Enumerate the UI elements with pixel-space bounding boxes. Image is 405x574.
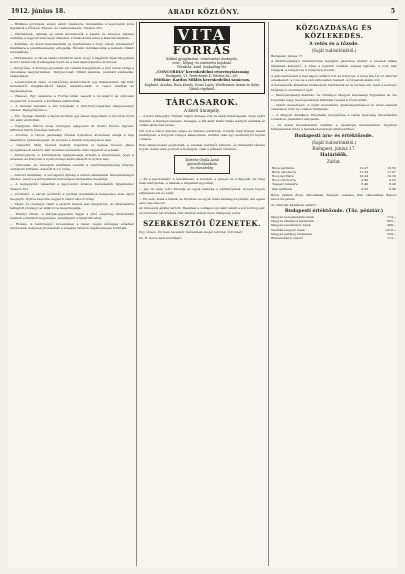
stock-name: Magyar kereskedelmi bank bbox=[271, 214, 314, 219]
news-paragraph: — A katonai zenekar a hét folyamán a Széchenyi-ligetben hangversenyt rendez. Belépődíj nincs. bbox=[10, 103, 134, 113]
newspaper-page bbox=[8, 6, 398, 568]
economy-paragraph: — Az aradi kereskedelmi testület a vasárnapi munkaszünet ügyében felterjesztést intéz a kereskedelemügyi miniszterhez. bbox=[271, 122, 397, 132]
news-paragraph: — Brillikus görények, arany, ezüst óraláncok, mindenféle a legolcsóbb áron kaphatók a főtéren. Ékszer- és órakereskedés. Telefon 331. bbox=[10, 22, 134, 31]
news-paragraph: — Letartóztatott csaló. A rendőrség letartóztatott egy fiatalembert, aki több kereskedőt megkárosított hamis utalványokkal. A csalót átadták az ügyészségnek. bbox=[10, 79, 134, 93]
ad-line: Főraktár: Arad, Szabadság-tér. bbox=[177, 65, 227, 70]
feuilleton-paragraph: — És a pavilonban? A muzsikaszó, a nevetés, a pezsgő és a fagylalt. Az öreg urak kártyáztak, a mamák a lányaikat figyelték. bbox=[139, 176, 265, 186]
stock-value: 488.— bbox=[387, 223, 397, 228]
price-cell: 11.67 bbox=[387, 169, 396, 174]
editorial-message: Sz. B. Verse nem közölhető. bbox=[139, 235, 183, 240]
stock-name: Osztrák-magyar bank bbox=[271, 227, 305, 232]
news-paragraph: — Útlevelek. Az útlevelek kiállítása ezentúl a rendőrkapitányság útlevél-osztályán történik, délelőtt 9–12 óráig. bbox=[10, 162, 134, 172]
column-divider bbox=[268, 22, 269, 566]
column-left bbox=[10, 22, 134, 566]
news-paragraph: — Szüreti mulatság. A borosjenői ifjúság a szüret alkalmával táncmulatságot rendez, melyre a környékbeli közönséget tisztelettel meghívja. bbox=[10, 172, 134, 181]
column-right bbox=[271, 22, 397, 566]
stock-value: 713.— bbox=[387, 235, 397, 240]
stock-name: Magyar leszámítoló bank bbox=[271, 223, 311, 228]
box-line: gyümölcsfaiskola bbox=[187, 162, 217, 167]
price-cell: 12.55 bbox=[387, 165, 396, 170]
ad-brand-top: VITA bbox=[174, 26, 231, 44]
news-paragraph: — Kultúrpalota. A kultúrpalota igazgatósága értesíti a közönséget, hogy a múzeum és könyvtár a nyári hónapokban délelőtt is nyitva lesz. bbox=[10, 152, 134, 162]
stock-value: 774.— bbox=[387, 214, 397, 219]
newspaper-title: ARADI KÖZLÖNY. bbox=[168, 8, 240, 16]
price-cell: 10.30 bbox=[387, 173, 396, 178]
price-cell: Tengeri májusra bbox=[272, 182, 298, 187]
price-row bbox=[271, 187, 397, 191]
price-cell: Rozs októberre bbox=[272, 178, 296, 183]
feuilleton-subtitle: A kerti ünnepély. bbox=[184, 108, 220, 114]
stocks-heading: Budapesti értéktőzsde. (Tőz. pénztár.) bbox=[284, 208, 384, 214]
economy-subtitle: A vetés és a tőzsde. bbox=[309, 42, 359, 47]
price-cell: 9.46 bbox=[361, 178, 369, 183]
price-cell: 12.47 bbox=[359, 165, 369, 170]
news-paragraph: — Baleset. Egy szekeres a Forray-utcán leesett a kocsijáról és súlyosan megsérült. A mentők a kórházba szállították. bbox=[10, 94, 134, 103]
vita-forras-advertisement bbox=[139, 22, 265, 94]
price-cell: 8.90 bbox=[361, 186, 369, 191]
market-summary: Búza: szilárd, Rozs: változatlan, Tengeri: csendes, Zab: változatlan, Repce: nincs forgalom. bbox=[271, 192, 397, 202]
market-summary: Az irányzat általában szilárd. bbox=[271, 202, 317, 207]
market-date: Budapest, június 17. bbox=[312, 145, 356, 151]
news-paragraph: — Eljegyzés. Bérczi Ilona urhölgyet eljegyezte dr. Szabó Ferenc ügyvéd. (Minden külön értesítés helyett.) bbox=[10, 123, 134, 132]
ad-line: vese-, hólyag- és emésztési bajoknál. bbox=[172, 61, 232, 66]
ad-line: Kitűnő gyógyhatású, természetes ásványvíz, bbox=[166, 57, 238, 61]
economy-paragraph: Budapest, június 17. bbox=[271, 54, 304, 58]
stock-value: 1910.— bbox=[385, 227, 397, 232]
boxed-advertisement bbox=[174, 155, 230, 174]
price-cell: 8.46 bbox=[389, 182, 396, 187]
price-cell: 10.24 bbox=[359, 173, 369, 178]
column-divider bbox=[136, 22, 137, 566]
column-middle bbox=[139, 22, 265, 566]
page-number: 5 bbox=[390, 8, 395, 15]
economy-paragraph: A földmívelésügyi minisztérium legújabb jelentése szerint a vetések állása általában kielégítő. A búza a legtöbb vidéken szépen fejlődik, a rozs már virágzik, a tengeri és a burgonya jól kelt. bbox=[271, 59, 397, 73]
news-paragraph: — A legnagyobb választék a legolcsóbb árakon. Kereskedők figyelmébe! Telefon 331. bbox=[10, 182, 134, 191]
economy-paragraph: — Vasúti menetrend. A nyári menetrend életbeléptetésével az Arad–csanádi vasutakon több új vonatot indítanak. bbox=[271, 103, 397, 112]
news-paragraph: — Gőzfürdő. A városi gőzfürdő a javítási munkálatok befejezése után újból megnyílt. Nyitva naponta reggel 6 órától este 8 óráig. bbox=[10, 192, 134, 201]
stock-row bbox=[271, 236, 397, 240]
news-paragraph: — Vásár. Az országos vásár a szokott helyen lesz megtartva. Az állatvásárra felhajtott jószágot az állatorvos megvizsgálja. bbox=[10, 202, 134, 211]
stock-value: 822.— bbox=[387, 219, 397, 224]
news-paragraph: — Gyászhír. Mély részvét mellett temették el tegnap Kovács János nyugalmazott tanítót, akit hosszas szenvedés után ragadott el a halál. bbox=[10, 143, 134, 152]
feuilleton-heading: TÁRCASAROK. bbox=[165, 97, 239, 108]
news-paragraph: — Élőkép. A tanítóképző növendékei a tanév végén élőképes előadást rendeznek, melynek jövedelmét a szegény tanulók segélyezésére fordítják. bbox=[10, 221, 134, 231]
page-header bbox=[8, 6, 398, 20]
news-paragraph: — Erdélyi útban. A Kárpát-egyesület tagjai a jövő vasárnap kirándulást tesznek a Zarándi hegységbe. Jelentkezni a titkárnál lehet. bbox=[10, 211, 134, 221]
price-cell: 8.40 bbox=[361, 182, 369, 187]
stock-name: Magyar általános hitelbank bbox=[271, 219, 314, 224]
news-paragraph: — Tűz. Tegnap délután a Vasút-utcában egy fészer kigyulladt. A tűzoltók rövid idő alatt eloltották. bbox=[10, 113, 134, 123]
news-paragraph: — Kiállítás. Az Aradi Kereskedelmi és Iparkamara a folyó évben rendezendő kiállításra a jelentkezéseket elfogadja. Bővebb felvilágosítás a kamara titkári hivatalában. bbox=[10, 41, 134, 55]
ad-line: „CONCORDIA” kereskedelmi részvénytársaság bbox=[155, 69, 249, 74]
issue-date: 1912. június 18. bbox=[11, 8, 66, 15]
price-cell: 8.98 bbox=[389, 186, 396, 191]
news-paragraph: — Árverés. A városi gazdasági hivatal nyilvános árverésen eladja a régi kaszárnya épületanyagát. Az árverés a hivatal helyiségében lesz. bbox=[10, 133, 134, 142]
economy-paragraph: A kereskedők általában bizakodóan tekintenek az új termés elé, mert a kedvező időjárás jó eredményt ígér. bbox=[271, 83, 397, 92]
feuilleton-paragraph: — Jaj, de szép volt! Mondja az egyik leányka a barátnőjének. Sosem fogom elfelejteni ezt az estét. bbox=[139, 186, 265, 196]
news-paragraph: — Közgyűlés. A Kölcsey-egyesület évi rendes közgyűlését a jövő héten tartja a városháza nagytermében. Tárgysorozat: titkári jelentés, pénztári számadás, választások. bbox=[10, 65, 134, 79]
price-cell: 9.52 bbox=[389, 178, 396, 183]
stock-name: Rimamurányi vasmű bbox=[271, 235, 304, 240]
economy-paragraph: — A Magyar Általános Hitelbank közgyűlése a tiszta nyereség felosztására vonatkozó javaslatot elfogadta. bbox=[271, 112, 397, 122]
economy-note: (Saját tudósítónktól.) bbox=[311, 48, 357, 53]
box-line: Kertész Gyula Arad bbox=[185, 157, 219, 162]
economy-paragraph: — Mezőgazdasági kiállítás. Az Országos Magyar Gazdasági Egyesület az ősz folyamán nagy mezőgazdasági kiállítást rendez a fővárosban. bbox=[271, 93, 397, 102]
feuilleton-paragraph: Az ünnepély éjfélig tartott. Hazafelé a csillagos ég alatt sétált a sok boldog pár, és mindenki azt kívánta, bár minden héten ilyen ünnepség volna. bbox=[139, 206, 265, 215]
price-cell: Zab áprilisra bbox=[272, 186, 293, 191]
price-cell: Búza áprilisra bbox=[272, 165, 294, 170]
market-note: (Saját tudósítónktól.) bbox=[311, 139, 357, 145]
ad-line: Főtitkár: Kardos Miklós kereskedelmi tanácsos. bbox=[153, 78, 251, 83]
price-cell: Rozs áprilisra bbox=[272, 173, 294, 178]
editorial-message: Egy olvasó. Ön nem tévedett. Kérésének eleget tettünk. Üdvözlet! bbox=[139, 230, 243, 235]
prices-note: Zárlat. bbox=[326, 158, 342, 164]
editorial-messages-heading: SZERKESZTŐI ÜZENETEK. bbox=[143, 219, 261, 229]
market-heading: Budapesti áru- és értéktőzsde. bbox=[294, 133, 374, 139]
price-cell: 11.59 bbox=[359, 169, 369, 174]
stock-name: Magyar jelzálog hitelbank bbox=[271, 231, 312, 236]
price-cell: Búza októberre bbox=[272, 169, 297, 174]
feuilleton-paragraph: Ott volt a város minden szépe és minden udvarlója. A fiatal urak frissen vasalt nadrágban, a hölgyek virágos kalapokban, mintha csak egy festményről léptek volna le. bbox=[139, 128, 265, 142]
news-paragraph: — Hirdetések. Ajánlás az aradi kereskedők a kisebb és közepes üzletek számára a legjobb minőségű cikkeket. Tudakozódni lehet a kiadóhivatalban. bbox=[10, 31, 134, 41]
feuilleton-paragraph: — Én sem, feleli a másik, és titokban az egyik fiatal hadnagyra pillant, aki egész este vele táncolt. bbox=[139, 196, 265, 205]
stock-value: 239.— bbox=[387, 231, 397, 236]
prices-heading: Határidők. bbox=[320, 152, 348, 158]
economy-paragraph: A gabonatőzsdén a mai napon szilárd volt az irányzat. A búza ára 10–15 fillérrel emelkedett, a rozs és a zab változatlan maradt. A forgalom élénk volt. bbox=[271, 73, 397, 83]
ad-line: Kapható: Aradon, Rozs Károly, Grosz Lajos, Wertheimer Ármin és Kohn Dávid cégeknél. bbox=[144, 83, 260, 92]
feuilleton-paragraph: — A kerti ünnepély! Tündér május ünnepe volt az aradi fiatalságnak. Szép nyári délután, a ligetben zeneszó, kacagás, a fák alatt fehér ruhás leányok sétáltak és vidám játékokat űztek. bbox=[139, 114, 265, 128]
news-paragraph: — Hirdetmény. A városi tanács közhírré teszi, hogy a vágóhídi díjak tárgyában hozott határozat jóváhagyást nyert és a mai naptól kezdve érvényes. bbox=[10, 55, 134, 65]
ad-brand-bottom: FORRÁS bbox=[172, 44, 232, 57]
prices-table bbox=[271, 166, 397, 191]
ad-line: Budapest, VI. Teréz-körút 4. Telefon 80—60. bbox=[166, 74, 238, 79]
economy-heading: KÖZGAZDASÁG ÉS KÖZLEKEDÉS. bbox=[295, 24, 373, 40]
box-line: és rózsatelep bbox=[190, 166, 214, 171]
feuilleton-paragraph: Este lampionokat gyújtottak, a zenekar keringőt játszott, és mindenki táncba fogott. Senki sem gondolt a holnapra, csak a pillanat örömére. bbox=[139, 142, 265, 152]
